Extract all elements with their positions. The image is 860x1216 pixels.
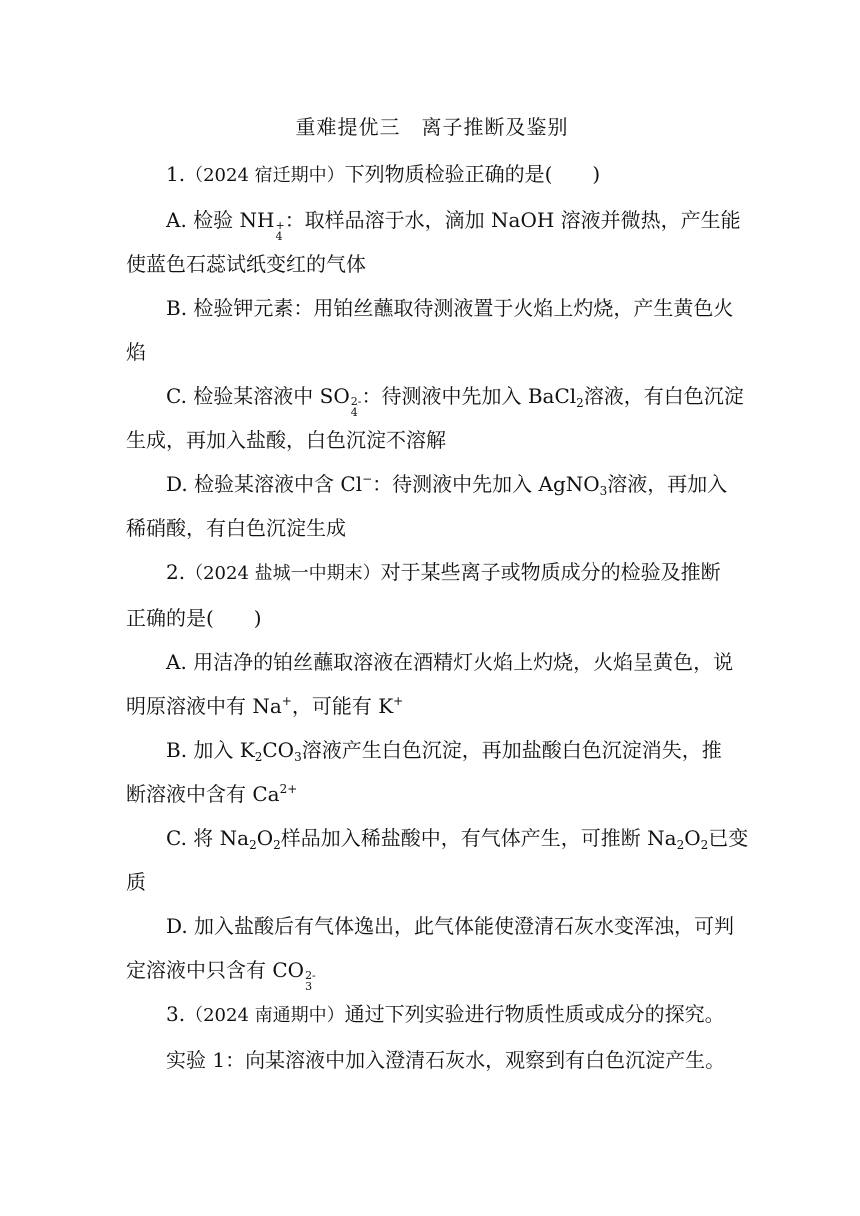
question-source: （2024 盐城一中期末） [185, 563, 381, 584]
q1-option-a-line1: A. 检验 NH + 4 ：取样品溶于水，滴加 NaOH 溶液并微热，产生能 [126, 198, 738, 242]
question-1-stem [126, 152, 738, 198]
question-source: （2024 南通期中） [185, 1005, 345, 1026]
question-text: 下列物质检验正确的是( ) [344, 162, 601, 186]
question-number: 3. [166, 1002, 186, 1026]
q2-option-b-line1: B. 加入 $K_2CO_3$溶液产生白色沉淀，再加盐酸白色沉淀消失，推 [166, 738, 722, 764]
question-2-stem-line2: 正确的是( ) [126, 606, 262, 630]
q2-option-c-line2: 质 [126, 870, 146, 894]
q1-option-c-line2: 生成，再加入盐酸，白色沉淀不溶解 [126, 428, 446, 452]
sulfate-formula: 2- 4 [350, 395, 362, 419]
q1-option-d-line1: D. 检验某溶液中含 Cl−：待测液中先加入 AgNO$_3$溶液，再加入 [166, 472, 728, 498]
q3-experiment-1: 实验 1：向某溶液中加入澄清石灰水，观察到有白色沉淀产生。 [166, 1048, 726, 1072]
q2-option-c-line1: C. 将 $Na_2O_2$样品加入稀盐酸中，有气体产生，可推断 $Na_2O_2$已变 [166, 826, 749, 852]
q1-option-c-line1: C. 检验某溶液中 SO 2- 4 ：待测液中先加入 BaCl$_2$溶液，有白色沉淀 [126, 374, 738, 418]
question-text: 通过下列实验进行物质性质或成分的探究。 [344, 1002, 725, 1026]
question-text: 对于某些离子或物质成分的检验及推断 [380, 560, 721, 584]
ammonium-formula: + 4 [275, 219, 285, 243]
q1-option-b-line2: 焰 [126, 340, 146, 364]
question-number: 1. [166, 162, 186, 186]
q2-option-b-line2: 断溶液中含有 $Ca^{2+}$ [126, 782, 298, 806]
question-source: （2024 宿迁期中） [185, 165, 345, 186]
q2-option-d-line1: D. 加入盐酸后有气体逸出，此气体能使澄清石灰水变浑浊，可判 [166, 914, 735, 938]
q1-option-a-line2: 使蓝色石蕊试纸变红的气体 [126, 252, 366, 276]
carbonate-formula: 2- 3 [305, 969, 316, 993]
question-2-stem [126, 550, 738, 596]
page-title: 重难提优三 离子推断及鉴别 [295, 115, 569, 139]
question-number: 2. [166, 560, 186, 584]
q1-option-b-line1: B. 检验钾元素：用铂丝蘸取待测液置于火焰上灼烧，产生黄色火 [166, 296, 734, 320]
q2-option-a-line2: 明原溶液中有 Na+，可能有 K+ [126, 694, 404, 718]
q1-option-d-line2: 稀硝酸，有白色沉淀生成 [126, 516, 346, 540]
question-3-stem [126, 992, 738, 1038]
document-page [126, 112, 749, 1082]
q2-option-d-line2: 定溶液中只含有 CO 2- 3 [126, 948, 738, 992]
q2-option-a-line1: A. 用洁净的铂丝蘸取溶液在酒精灯火焰上灼烧，火焰呈黄色，说 [166, 650, 734, 674]
